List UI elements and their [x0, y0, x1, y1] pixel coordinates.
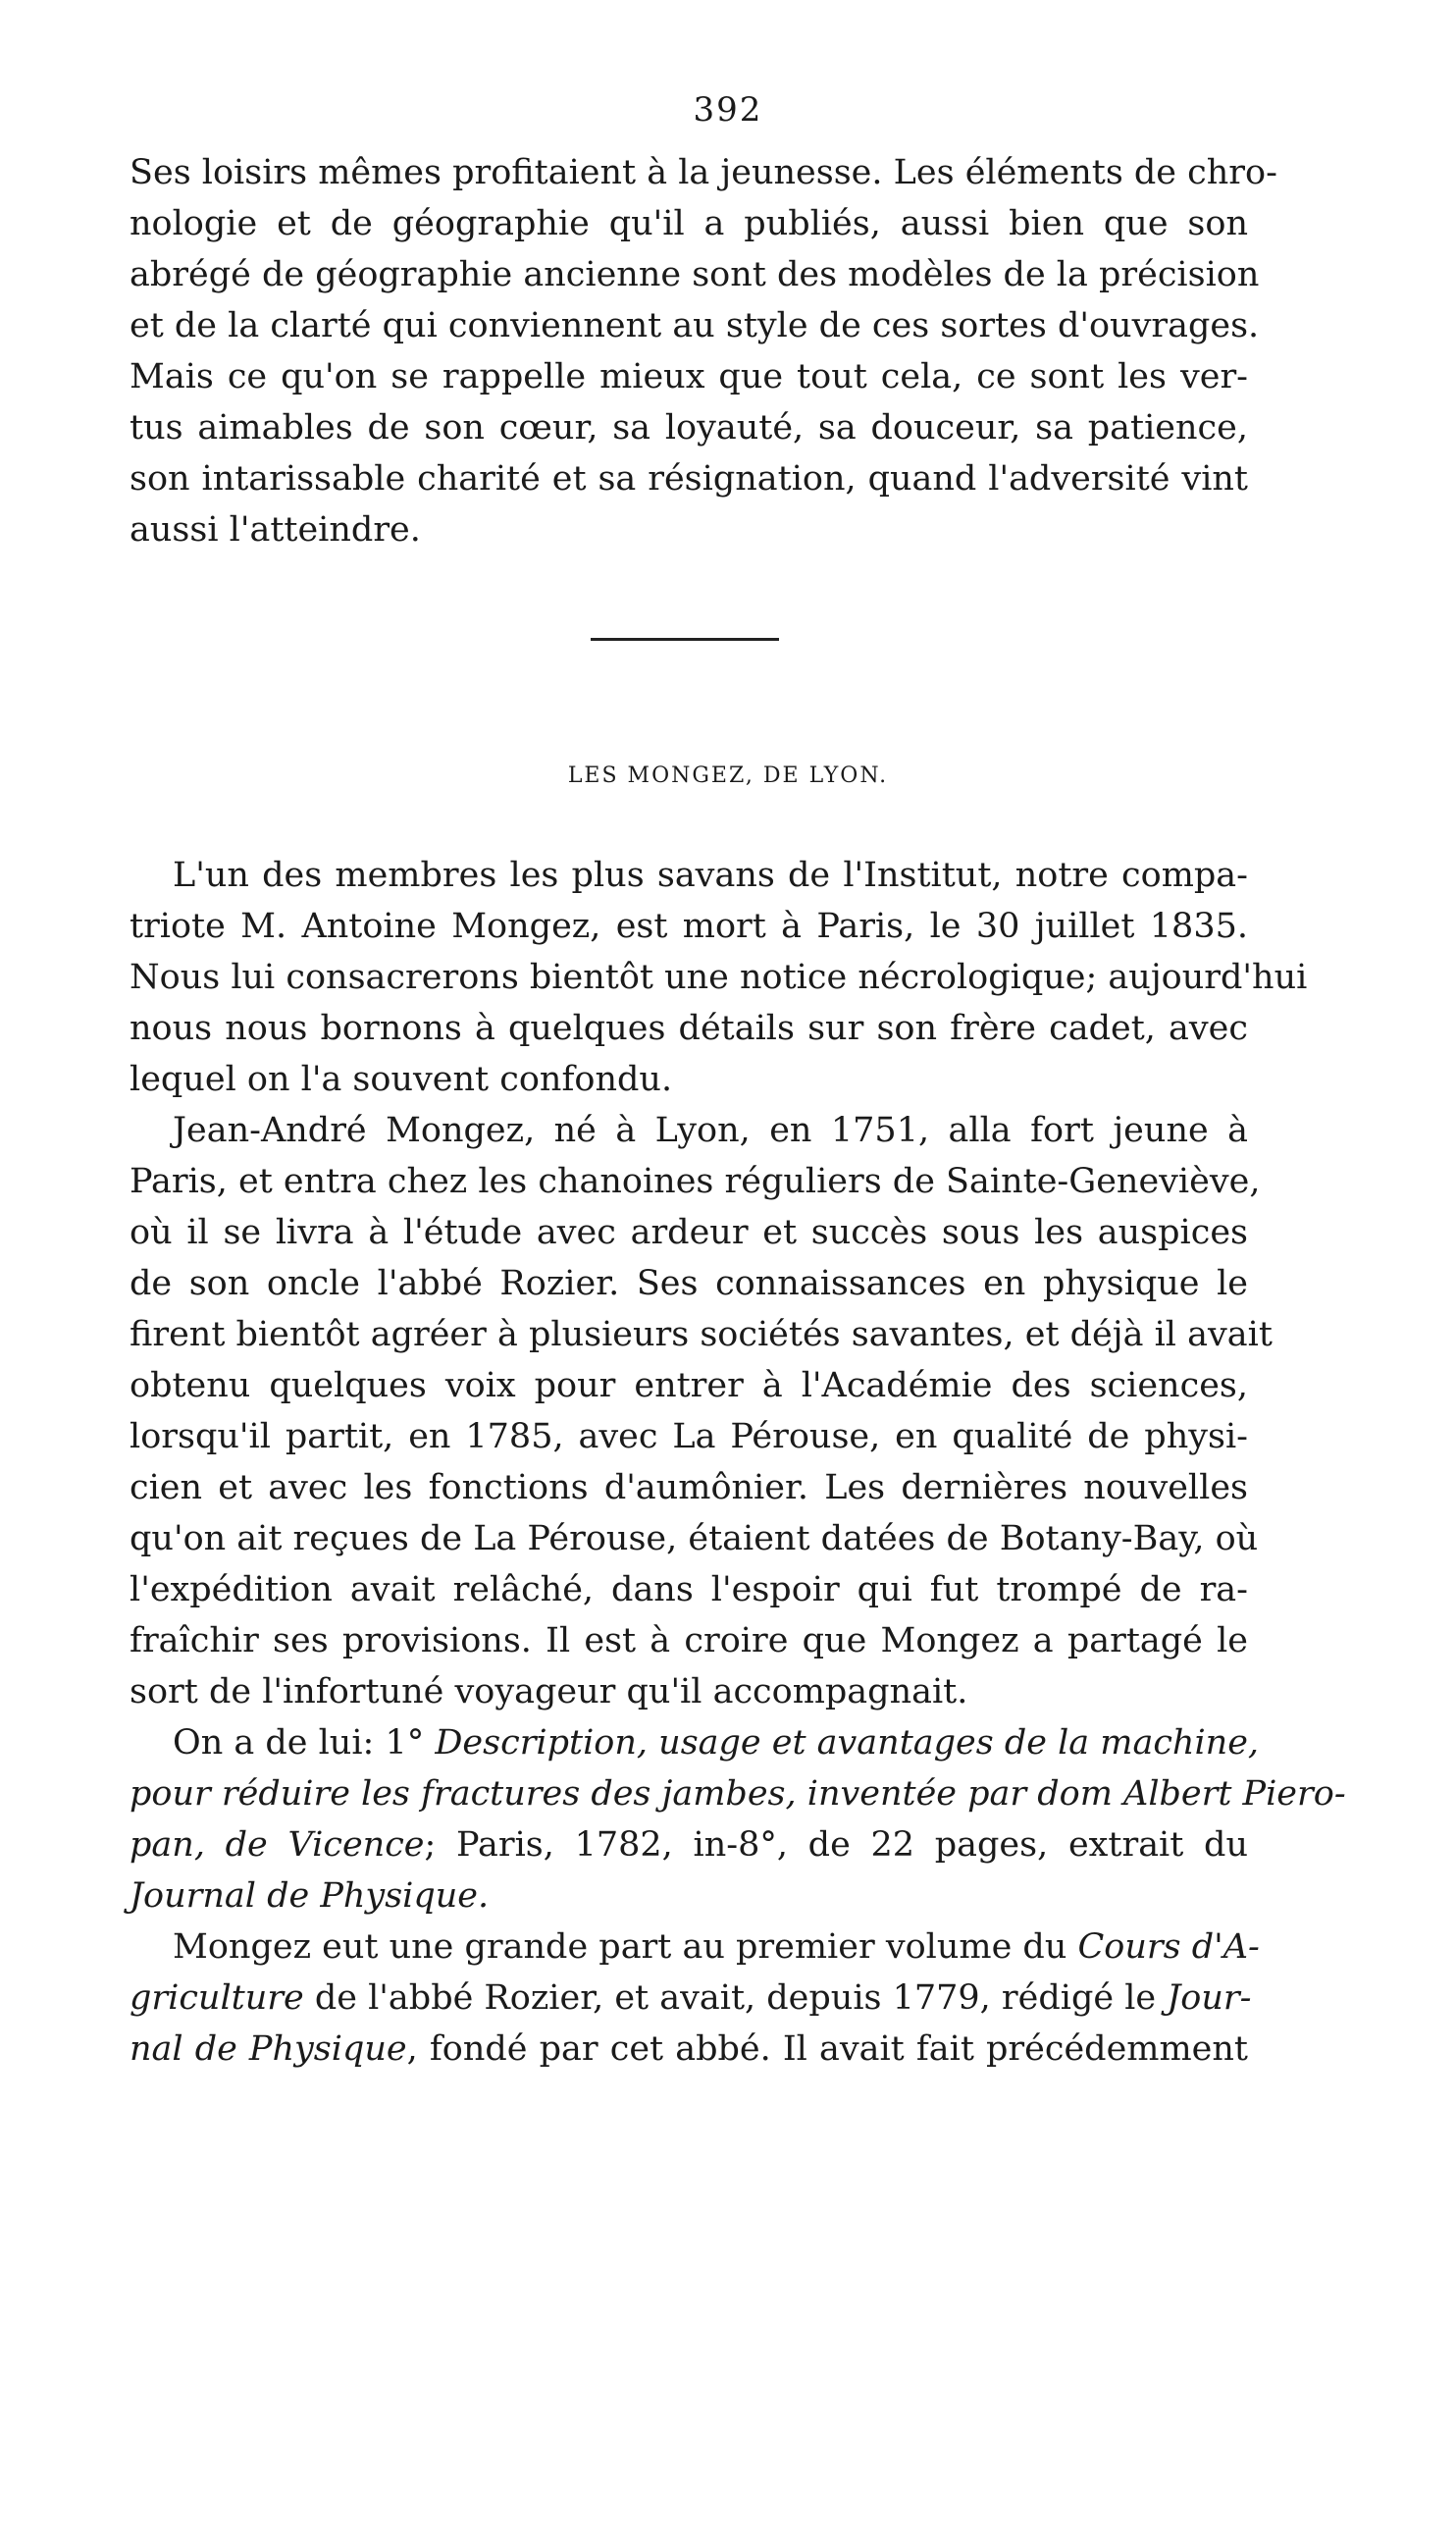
text-line [130, 2024, 1248, 2075]
text-line: cien et avec les fonctions d'aumônier. Les dernières nouvelles [130, 1468, 1248, 1507]
text-line: L'un des membres les plus savans de l'Institut, notre compa- [173, 856, 1248, 895]
italic-text: Description, usage et avantages de la machine, [435, 1723, 1260, 1763]
italic-text: nal de Physique [130, 2029, 407, 2069]
text-line: triote M. Antoine Mongez, est mort à Paris, le 30 juillet 1835. [130, 907, 1248, 946]
text-line: pour réduire les fractures des jambes, inventée par dom Albert Piero- [130, 1774, 1346, 1814]
text-line: Nous lui consacrerons bientôt une notice nécrologique; aujourd'hui [130, 958, 1308, 997]
text-line: Paris, et entra chez les chanoines réguliers de Sainte-Geneviève, [130, 1162, 1261, 1201]
text-line: abrégé de géographie ancienne sont des modèles de la précision [130, 255, 1260, 294]
text-line: lorsqu'il partit, en 1785, avec La Pérouse, en qualité de physi- [130, 1417, 1248, 1456]
text-line: Jean-André Mongez, né à Lyon, en 1751, alla fort jeune à [173, 1111, 1248, 1150]
text-line: aussi l'atteindre. [130, 510, 421, 550]
italic-text: griculture [130, 1978, 304, 2018]
plain-text: ; Paris, 1782, in-8°, de 22 pages, extrait du [424, 1825, 1248, 1865]
text-line [130, 1973, 1252, 2024]
text-line: fraîchir ses provisions. Il est à croire que Mongez a partagé le [130, 1621, 1248, 1660]
italic-text: Cours d'A- [1077, 1927, 1260, 1967]
text-line: sort de l'infortuné voyageur qu'il accompagnait. [130, 1672, 968, 1711]
text-line: de son oncle l'abbé Rozier. Ses connaissances en physique le [130, 1264, 1248, 1303]
text-line: Mais ce qu'on se rappelle mieux que tout cela, ce sont les ver- [130, 357, 1248, 396]
text-line [130, 1717, 1260, 1768]
text-line: son intarissable charité et sa résignation, quand l'adversité vint [130, 459, 1248, 499]
text-line: tus aimables de son cœur, sa loyauté, sa douceur, sa patience, [130, 408, 1248, 447]
section-divider [591, 638, 779, 641]
text-line: et de la clarté qui conviennent au style de ces sortes d'ouvrages. [130, 306, 1260, 345]
text-line [130, 1921, 1260, 1973]
plain-text: Mongez eut une grande part au premier volume du [173, 1927, 1067, 1967]
paragraph-five [130, 1921, 1260, 2075]
paragraph-two [130, 850, 1308, 1105]
plain-text: On a de lui: 1° [173, 1723, 425, 1763]
paragraph-intro [130, 147, 1277, 555]
text-line: qu'on ait reçues de La Pérouse, étaient datées de Botany-Bay, où [130, 1519, 1259, 1558]
paragraph-three [130, 1105, 1273, 1717]
plain-text: , fondé par cet abbé. Il avait fait précédemment [406, 2029, 1248, 2069]
text-line: Ses loisirs mêmes profitaient à la jeunesse. Les éléments de chro- [130, 153, 1277, 192]
text-line: l'expédition avait relâché, dans l'espoir qui fut trompé de ra- [130, 1570, 1248, 1609]
text-line: obtenu quelques voix pour entrer à l'Académie des sciences, [130, 1366, 1248, 1405]
plain-text: de l'abbé Rozier, et avait, depuis 1779, rédigé le [314, 1978, 1157, 2018]
text-line: lequel on l'a souvent confondu. [130, 1060, 673, 1099]
paragraph-four [130, 1717, 1346, 1921]
text-line: firent bientôt agréer à plusieurs sociétés savantes, et déjà il avait [130, 1315, 1273, 1354]
text-line [130, 1819, 1248, 1870]
text-line: nous nous bornons à quelques détails sur son frère cadet, avec [130, 1009, 1248, 1048]
page-number: 392 [693, 90, 763, 130]
italic-text: pan, de Vicence [130, 1825, 425, 1865]
text-line: nologie et de géographie qu'il a publiés, aussi bien que son [130, 204, 1248, 243]
italic-text: Jour- [1167, 1978, 1252, 2018]
text-line: où il se livra à l'étude avec ardeur et succès sous les auspices [130, 1213, 1248, 1252]
section-title: LES MONGEZ, DE LYON. [567, 763, 889, 788]
text-line: Journal de Physique. [130, 1876, 490, 1916]
